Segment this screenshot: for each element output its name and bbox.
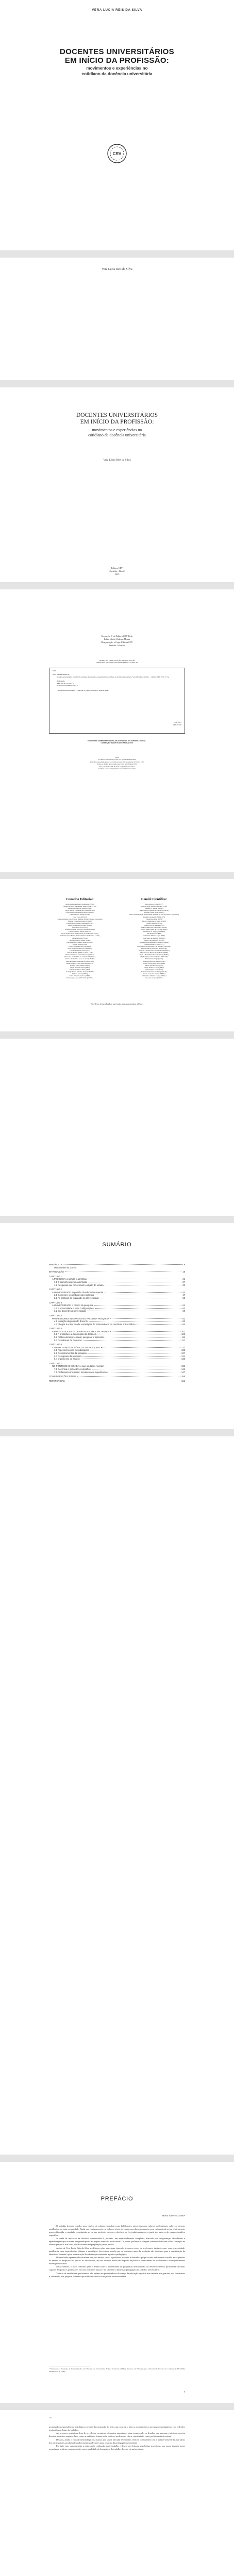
half-title-author: Vera Lúcia Reis da Silva [102,268,132,271]
council-member: Anna Augusta Sampaio de Oliveira (UNESP) [139,909,169,912]
council-member: Tadeu Oliver Gonçalves (UFPA) [69,975,91,977]
preface-paragraph: Ao percorrer as páginas deste livro, o leitor encontrará elementos importantes para compreender os desafios que marcam o início da carreira docente no ensino superior, bem como as múltiplas formas pelas quais os professores vão se constituindo como profissionais do ensino. [49,2432,185,2438]
contents-entry-page: 103 [181,1333,185,1336]
copyright-credits [49,635,185,647]
council-member: Lucia Marisy Souza Ribeiro de Oliveira (UNIVASF) [137,945,171,947]
editorial-council-list [49,903,111,979]
contents-entry-page: 161 [181,1379,185,1382]
council-member: Sérgio Nunes de Jesus (IFRO) [70,966,90,969]
council-member: Inês Bragança (UERJ) [147,933,161,935]
cover-title [21,47,213,65]
contents-entry-page: 155 [181,1375,185,1378]
cover-subtitle-line: movimentos e experiências no [86,66,148,71]
council-member: Paulo Romualdo Hernandes (UNIFAL-MG) [65,960,94,962]
contents-entry-title: PROFESSORES INICIANTES NO PALCO DA PESQUISA [52,1317,110,1320]
cip-bibliography: Bibliografia [57,680,65,683]
page-gap [0,1216,234,1223]
contents-entry-page: 121 [181,1346,185,1349]
title-page-imprint [0,567,234,576]
contents-entry-page: 81 [182,1317,185,1320]
council-member: Carmen Tereza Velanga (UNIR) [70,913,90,916]
contents-entry-title: CAPÍTULO 6 [49,1343,62,1346]
rights-reserved: Todos os direitos desta edição reservados pela: Editora CRV [97,763,137,766]
council-member: Kilwangy Kya Kapitango-a-Samba (Unemat) [139,941,169,943]
contents-leader [110,1318,181,1319]
contents-leader [101,1347,180,1348]
cip-doi: DOI 10.24824/978854443211.6 [57,685,78,687]
contents-entry-title: 4.2 Chegar à universidade: estratégias de sobrevivência na docência universitária [54,1323,135,1326]
cip-subjects: 1. Professores universitários – Formação 2. Prática de ensino I. Título II. Série. [57,689,109,692]
council-member: Najela Tavares Ujiie (UNESPAR) [143,962,165,964]
contents-entry-title: 2.1 Contexto e os embates da expansão [54,1294,94,1297]
council-member: Rodrigo Pratte-Santos (UFES) [70,964,90,967]
contents-entry-page: 141 [181,1368,185,1370]
council-member: Solange Helena Ximenes-Rocha (UFOPA) [66,971,94,973]
council-member: Jailson Alves dos Santos (UFRJ) [69,939,91,941]
cip-heading: CIP-BRASIL. CATALOGAÇÃO-NA-PUBLICAÇÃO [99,659,135,662]
contents-entry-page: 123 [181,1349,185,1352]
contents-entry[interactable] [49,1297,185,1300]
contents-entry[interactable] [49,1310,185,1313]
title-page-year: 2019 [114,573,120,575]
contents-entry-title: Maria Isabel da Cunha [54,1266,77,1269]
rights-prohibition: Proibida a reprodução parcial ou total desta obra sem autorização da Editora CRV [90,760,144,763]
page-gap [0,2403,234,2410]
cover-subtitle [31,66,203,77]
title-page-title-line: EM INÍCIO DA PROFISSÃO: [80,419,154,425]
contents-entry-page: 93 [182,1323,185,1326]
preface-paragraph: A obra de Vera Lúcia Reis da Silva se debruça sobre esse tema, trazendo à cena as vozes de professores iniciantes que, com generosidade, partilharam suas experiências, dilemas e estratégias. Seu estudo revela que os primeiros anos da profissão são decisivos para a constituição da identidade docente e para a construção de saberes que sustentam a prática pedagógica. [49,2246,185,2256]
council-member: Andréia N. Militão (UEMS) [145,907,163,910]
preface-paragraph: Destaco, ainda, o cuidado metodológico da autora, que soube articular referenciais teóricos consistentes com a análise sensível das narrativas dos participantes, produzindo conhecimentos relevantes para o campo da pedagogia universitária. [49,2438,185,2444]
contents-entry-page: 111 [181,1336,185,1339]
contents-entry-title: CAPÍTULO 5 [49,1327,62,1330]
cip-entry-author: Silva, Vera Lúcia Reis da. [53,673,70,676]
contents-entry-page: 61 [182,1304,185,1307]
cover-author: VERA LÚCIA REIS DA SILVA [92,8,142,12]
council-member: Francisco Ari de Andrade (UFC) [143,924,165,926]
council-member: Eduardo Fernandes Barbosa (UFMG) [68,920,92,922]
contents-list [49,1263,185,1382]
scientific-committee-title: Comitê Científico: [141,897,168,901]
council-member: João Adalberto Campato Junior (UNESP) [66,941,93,943]
council-member: Josania Portela (UFPI) [72,943,88,945]
preface-paragraph: Por tudo isso, cumprimento a autora pela realização deste trabalho e desejo aos leitores uma leitura proveitosa, que possa inspirar novas pesquisas e práticas comprometidas com a qualidade da formação e do trabalho docente na universidade. [49,2445,185,2451]
contents-leader [95,1308,181,1309]
council-member: Maria Lília Imbiriba Sousa Colares (UFOPA) [65,958,95,960]
crv-logo-text: CRV [112,151,122,156]
preface-paragraph: Trata-se de uma leitura que interessa não apenas aos pesquisadores do campo da educação superior, mas também aos gestores, aos formadores e, sobretudo, aos próprios docentes que estão iniciando sua trajetória na universidade. [49,2272,185,2278]
cover-title-line: DOCENTES UNIVERSITÁRIOS [60,47,174,56]
contents-entry-title: 5.2 Prática docente: ensinar, pesquisar e aprender [54,1336,104,1339]
council-member: Tania Suely Azevedo Brasileiro (UFOPA) [66,977,93,979]
page-gap [0,1031,234,1039]
scientific-committee-list [123,903,185,979]
title-page-author: Vera Lúcia Reis da Silva [103,459,131,462]
council-member: Ilma Passos A. Veiga (UNICEUB) [143,930,165,933]
contents-entry-title: CAPÍTULO 3 [49,1301,62,1304]
contents-entry-page: 15 [182,1270,185,1274]
cip-entry-title: Docentes universitários em início da profissão: movimentos e experiências no cotidiano da docência universitária / Vera Lúcia Reis da Silva. – Curitiba: CRV, 2019. 172 p. [57,675,170,678]
preface-body [49,2225,185,2278]
council-member: Elizeu Clementino de Souza (UNEB) [142,920,166,922]
council-member: Marcelo Paixão (UFRJ e UTexas – US) [67,952,93,954]
contents-entry[interactable] [49,1371,185,1374]
contents-leader [94,1305,181,1306]
contents-leader [83,1340,181,1341]
preface-author: Maria Isabel da Cunha¹ [162,2214,185,2217]
blank-page [0,1039,234,1216]
council-member: Jussara Fraga Portugal (UNEB) [144,939,164,941]
contents-entry-title: 6.2 Os instrumentos da pesquisa [54,1352,87,1355]
contents-leader [82,1356,180,1357]
cip-code: S586 [53,670,56,672]
rights-year: 2019 [115,756,119,758]
contents-entry-page: 101 [181,1330,185,1333]
page-gap [0,1429,234,1436]
page-gap [0,582,234,589]
contents-entry-title: INTRODUÇÃO [49,1270,64,1274]
council-member: Maria de Lourdes Pinto de Almeida (UNOESC) [64,956,95,958]
contents-entry[interactable] [49,1284,185,1287]
preface-paragraph: O trabalho docente envolve uma espécie de cultura entendida como habilidades, mitos, tesouros, saberes profissionais, valores e crenças partilhados por uma comunidade. Ainda que esteja presente em todos os níveis de ensino, na educação superior essa cultura ainda se faz relativamente pouco difundida e estudada, constituindo-se em um território em que a docência se fez tradicionalmente a partir dos saberes do campo científico específico. [49,2225,185,2236]
preface-paragraph: pesquisadora especialmente pela lógica coerente da construção do texto, que convida o leitor a acompanhar os percursos investigativos e as reflexões produzidas ao longo do trabalho. [49,2426,185,2431]
council-member: Ana Chrystina Venancio Mignot (UERJ) [141,905,168,908]
cip-classification [173,721,181,726]
contents-entry-page: 9 [183,1263,185,1266]
contents-entry-title: A UNIVERSIDADE: expansão da educação superior [52,1291,104,1294]
page-gap [0,872,234,879]
contents-entry-page: 139 [181,1365,185,1368]
council-member: Lourdes Helena da Silva (UFV) [70,950,90,952]
contents-entry-page: 83 [182,1320,185,1323]
contents-entry-page: 47 [182,1294,185,1297]
preface-footnote: ¹ Professora do Programa de Pós-Graduação em Educação da Universidade Federal de Pelotas (UFPel). Doutora em Educação pela Universidade Estadual de Campinas (UNICAMP). Pesquisadora do CNPq. [49,2368,185,2372]
cover-title-line: EM INÍCIO DA PROFISSÃO: [64,56,170,65]
contents-entry-title: 6.1 Aspectos teórico-metodológicos [54,1349,89,1352]
contents-entry-page: 43 [182,1291,185,1294]
council-member: Francisco Carlos Duarte (PUC-PR) [69,930,91,933]
title-page-subtitle-line: cotidiano da docência universitária [88,433,146,437]
contents-entry-title: 1.2 Pesquisas que referenciam o objeto do estudo [54,1283,104,1286]
council-member: Vânia Alves Martins Chaigar (FURG) [142,975,166,977]
council-member: Jader Janer Moreira Lopes (UFF) [143,935,165,937]
council-member: Lídia de Oliveira Xavier (UNIEURO) [68,947,92,950]
council-member: Maria Eurácia Barreto de Andrade (UFRB) [140,952,168,954]
preface-paragraph: A tarefa de iniciar-se na docência universitária é, portanto, um empreendimento complexo, marcado por inseguranças, descobertas e aprendizagens que ocorrem, em grande parte, no próprio exercício profissional. Os jovens professores chegam à universidade com sólida formação na área de pesquisa, mas com pouca ou nenhuma preparação para o ensino. [49,2237,185,2246]
contents-entry-title: CAPÍTULO 2 [49,1288,62,1291]
contents-entry-title: A PESQUISA: a partida e as trilhas [52,1278,87,1281]
contents-entry-page: 117 [181,1338,185,1342]
page-gap [0,2155,234,2162]
contents-leader [61,1264,183,1265]
contents-entry-page: 63 [182,1307,185,1310]
contents-entry-page: 147 [181,1370,185,1374]
contents-entry[interactable] [49,1323,185,1326]
contents-leader [77,1376,180,1377]
council-member: Silvia Regina Canan (URI) [145,968,163,971]
contents-entry-title: CAPÍTULO 4 [49,1314,62,1317]
cip-cdd: CDD 378.1 [174,721,181,724]
preface-paragraph: Nesse sentido, o livro contribui para o debate sobre a necessidade de programas institucionais de desenvolvimento profissional docente, capazes de apoiar os professores em seus primeiros passos e de valorizar a dimensão pedagógica do trabalho universitário. [49,2265,185,2272]
council-member: Carlos Federico Dominguez Avila (Unieuro) [65,911,94,914]
page-number: 9 [183,2391,185,2393]
half-title-page [0,258,234,380]
contents-entry-page: 21 [182,1278,185,1281]
preface-paragraph: Os resultados apresentados mostram que, em muitos casos, o professor iniciante é deixado à própria sorte, enfrentando sozinho as exigências do ensino, da pesquisa e da gestão. As instituições, em sua maioria, ainda não dispõem de políticas consistentes de acolhimento e acompanhamento desses profissionais. [49,2256,185,2265]
contents-entry-title: 3.2 Ser docente na universidade [54,1310,86,1313]
council-member: Antônio Pereira Gaio Júnior (UFRRJ) [68,907,92,910]
rights-block [49,756,185,770]
cover-page [0,0,234,250]
contents-entry-title: CAPÍTULO 7 [49,1362,62,1365]
title-page-title [31,412,203,426]
contents-title: SUMÁRIO [102,1242,132,1248]
title-page-city: Curitiba – Brasil [109,570,125,572]
preface-continued-body [49,2426,185,2451]
council-member: Suzana dos Santos Gomes (UFMG) [142,973,166,975]
council-member: Diosnel Centurion (UNIDA – PY) [143,916,165,918]
council-member: Carlos Alberto Vilar Estêvão (UMINHO – PT) [65,909,95,912]
council-member: Mônica Pereira dos Santos (UFRJ) [143,960,165,962]
contents-entry[interactable] [49,1270,185,1274]
contents-leader [136,1324,181,1325]
page-gap [0,380,234,387]
contents-entry[interactable] [49,1266,185,1269]
council-member: Andréia da Silva Quintanilha Sousa (UNIR/UFRN) [63,905,96,908]
council-member: Guillermo Arias Beatón (Universidade de La Havana – Cuba) [60,935,100,937]
cip-record [49,668,185,734]
preface-title: PREFÁCIO [101,2196,133,2202]
contents-entry-page: 135 [181,1358,185,1361]
contents-entry-title: 2.2 As políticas de expansão na Universidade [54,1296,99,1299]
contents-entry-title: 6.3 Os sujeitos da pesquisa [54,1354,81,1358]
contents-entry-title: PREFÁCIO [49,1263,60,1266]
contents-entry-title: 1.1 O caminho que foi caminhado [54,1280,88,1283]
council-member: Vera Lucia Gaspar (UDESC) [145,977,163,979]
title-page-subtitle [41,428,193,438]
cip-heading-block [49,659,185,664]
cip-cdu: CDU 37.048 [173,723,181,726]
council-member: Élsio José Corá (UFFS) [72,926,88,929]
council-member: Simone Rodrigues Pinto (UNB) [70,968,90,971]
council-member: Lourdes Helena da Silva (UFV) [144,943,164,945]
page-gap [0,250,234,258]
cip-isbn: ISBN 978-85-444-3211-6 [57,682,74,685]
council-member: Renato Francisco dos Santos Paula (UFG) [66,962,94,964]
editor-line: Editor-chefe: Railson Moura [104,638,130,640]
title-page-subtitle-line: movimentos e experiências no [92,428,142,432]
title-page-publisher: Editora CRV [111,567,123,569]
council-member: Helder Buenos Aires de Carvalho (UFPI) [141,928,168,931]
council-member: Sérgio Nunes de Jesus (IFRO) [144,966,164,969]
council-member: Gláucia Maria dos Santos Jorge (UFOP) [141,926,168,929]
council-member: Leonel Severo Rocha (UNISINOS) [69,945,91,947]
contents-leader [110,1331,180,1332]
review-line: Revisão: A Autora [108,644,126,647]
contents-entry-title: 7.1 Docência e iniciação: os desafios [54,1368,91,1370]
council-member: Míghian Danae Ferreira Nunes (UNILAB) [140,956,168,958]
contents-entry-title: 6.4 O processo de análise [54,1358,80,1361]
council-member: Fauston Negreiros (UFPI) [145,922,163,924]
council-member: Elizeu Clementino de Souza (UNEB) [68,924,92,926]
digital-notice-line: CONHEÇA E BAIXE NOSSO APLICATIVO! [101,742,133,744]
contents-entry-title: CONSIDERAÇÕES FINAIS [49,1375,76,1378]
contents-entry-page: 69 [182,1310,185,1313]
council-member: Aldira Guimarães Duarte Domínguez (UNB) [65,903,94,905]
council-member: Sonia Maria Ferreira Koehler (UNISAL) [141,971,168,973]
crv-logo-icon [106,142,128,165]
council-member: Nilson José Machado (USP) [145,964,163,967]
contents-entry-title: REFERÊNCIAS [49,1379,65,1382]
contents-entry-title: CAPÍTULO 1 [49,1275,62,1278]
peer-review-note: Este livro foi avaliado e aprovado por pareceristas ad hoc. [91,1003,143,1005]
layout-line: Diagramação e Capa: Editora CRV [101,641,133,643]
contents-entry[interactable] [49,1339,185,1342]
council-member: Jane Soares de Almeida (ULBRA) [143,937,165,939]
council-member: Elione Maria Nogueira Diogenes (UFAL) [66,922,93,924]
contents-entry-title: 4.1 Iniciação da profissão docente [54,1320,88,1323]
editorial-council-title: Conselho Editorial: [66,897,94,901]
contents-leader [105,1292,182,1293]
council-member: Maria de Lourdes Pinto de Almeida (UNOESC) [139,950,170,952]
contents-entry-page: 27 [182,1280,185,1283]
contents-entry-title: A UNIVERSIDADE: o campo da pesquisa [52,1304,93,1307]
contents-entry-page: 32 [182,1283,185,1286]
contents-entry-title: CAMINHOS METODOLÓGICOS DA PESQUISA [52,1346,100,1349]
rights-deposit: Foi feito o depósito legal conf. Lei 10.994 de 14/12/2004 [98,758,136,761]
council-member: Maria Cristina dos Santos Bezerra (UFSCar) [65,954,94,956]
title-page-title-line: DOCENTES UNIVERSITÁRIOS [76,412,158,418]
council-member: Marcos Vinicius Francisco (UNOESTE) [141,947,168,950]
council-member: Altair Alberto Fávero (UPF) [145,903,163,905]
contents-entry[interactable] [49,1358,185,1361]
copyright-line: Copyright © da Editora CRV Ltda. [101,635,133,637]
council-member: Celso Conti (UFSCar) [73,916,87,918]
council-member: Fernando Antônio Gonçalves Alcoforado (IPB) [64,928,95,931]
rights-contact: Tel.: (41) 3039-6418 - E-mail: sac@editoracrv.com.br [99,765,135,768]
cip-subheading: SINDICATO NACIONAL DOS EDITORES DE LIVROS, RJ [96,662,138,664]
council-member: Barbara Coelho Neves (UFBA) [144,911,164,914]
council-member: Cesar Gerónimo Tello (Univer. Nacional Três de Febrero – Argentina) [57,918,103,920]
rights-website: Conheça os nossos lançamentos: www.editoracrv.com.br [98,768,136,770]
contents-entry-title: 7.2 Professores iniciantes: movimentos e experiências [54,1370,108,1374]
scientific-committee [123,897,185,979]
contents-entry-page: 55 [182,1296,185,1299]
digital-notice [49,740,185,744]
editorial-council [49,897,111,979]
contents-entry-title: 5.1 A profissão e a construção da docência [54,1333,96,1336]
cover-subtitle-line: cotidiano da docência universitária [81,71,153,76]
council-page [0,879,234,1031]
council-member: Mohammed Elhajji (UFRJ) [145,958,163,960]
digital-notice-line: ESTA OBRA TAMBÉM ENCONTRA-SE DISPONÍVEL EM FORMATO DIGITAL. [88,740,146,742]
council-member: Maria Lília Imbiriba Sousa Colares (UFOPA) [139,954,169,956]
council-member: Helmuth Krüger (UCP) [72,937,88,939]
contents-entry-title: 5.3 Os saberes da docência [54,1338,82,1342]
contents-entry[interactable] [49,1375,185,1378]
contents-entry-title: 3.1 A universidade e suas configurações [54,1307,94,1310]
council-member: Eliane Rose Maio (UEM) [146,918,162,920]
contents-entry-title: A PRÁTICA DOCENTE DE PROFESSORES INICIANTES [52,1330,109,1333]
council-member: Gloria Fariñas León (Universidade de La Havana – Cuba) [61,933,98,935]
contents-entry-page: 131 [181,1354,185,1358]
contents-entry-title: NO PONTO DE CHEGADA: o que os dados revelam [52,1365,104,1368]
council-member: Cesar Gerónimo Tello (Universidad Nacional de Três de Febrero – Argentina) [129,913,179,916]
page-number: 10 [49,2416,52,2419]
council-member: Sydione Santos (UEPG) [72,973,88,975]
contents-entry[interactable] [49,1380,185,1383]
blank-page [0,1436,234,2155]
contents-entry-page: 127 [181,1352,185,1355]
